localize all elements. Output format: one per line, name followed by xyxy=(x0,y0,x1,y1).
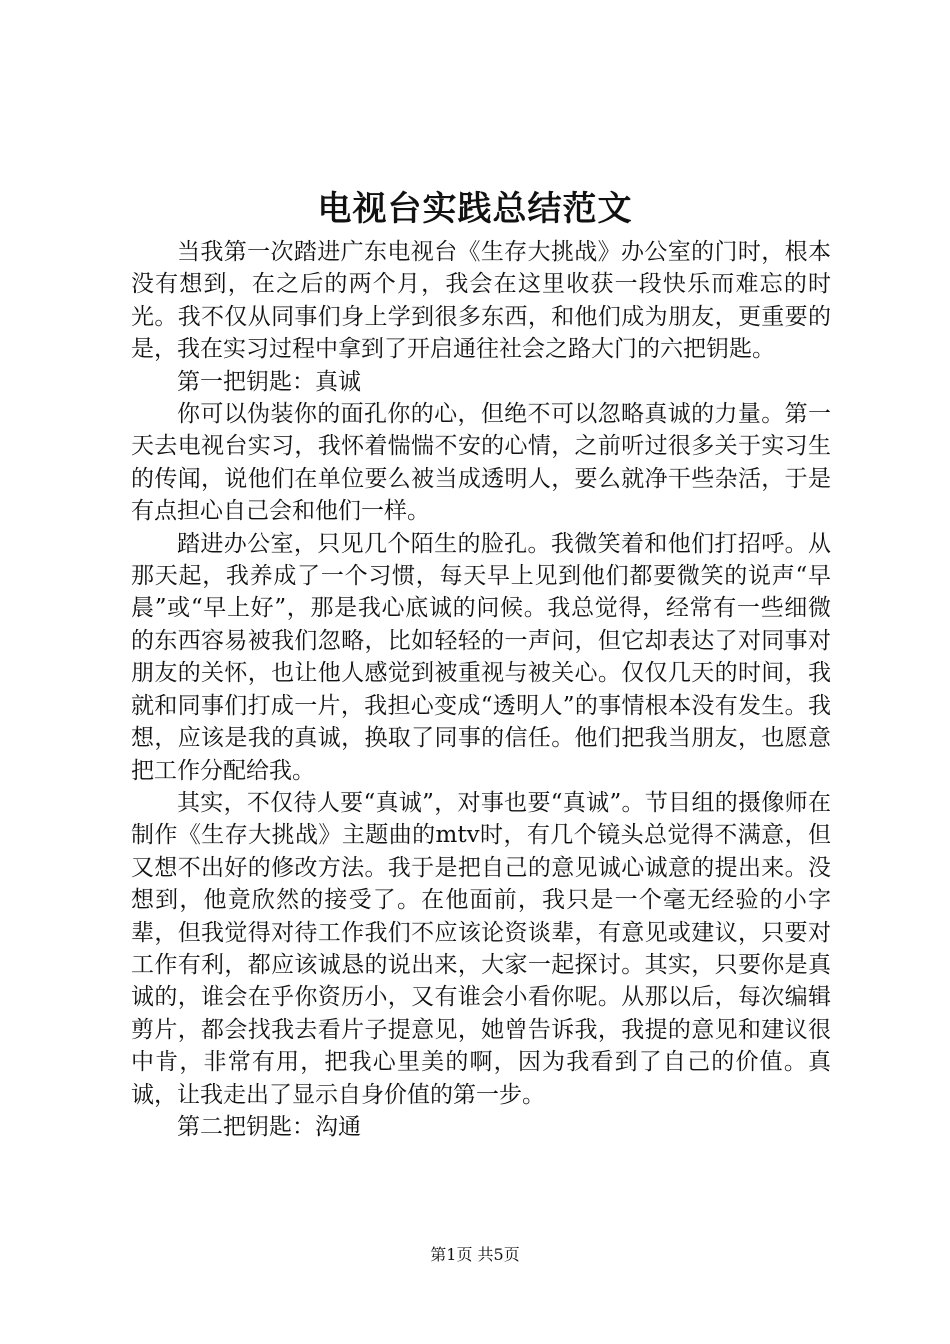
document-title: 电视台实践总结范文 xyxy=(317,189,633,229)
page-footer: 第1页 共5页 xyxy=(430,1245,520,1264)
section-heading-communication: 第二把钥匙：沟通 xyxy=(177,1113,361,1140)
document-body xyxy=(131,236,831,1143)
section-heading-sincerity: 第一把钥匙：真诚 xyxy=(177,368,361,395)
paragraph: 你可以伪装你的面孔你的心，但绝不可以忽略真诚的力量。第一天去电视台实习，我怀着惴惴不安的心情，之前听过很多关于实习生的传闻，说他们在单位要么被当成透明人，要么就净干些杂活，于是有点担心自己会和他们一样。 xyxy=(131,401,831,525)
paragraph: 踏进办公室，只见几个陌生的脸孔。我微笑着和他们打招呼。从那天起，我养成了一个习惯，每天早上见到他们都要微笑的说声“早晨”或“早上好”，那是我心底诚的问候。我总觉得，经常有一些细微的东西容易被我们忽略，比如轻轻的一声问，但它却表达了对同事对朋友的关怀，也让他人感觉到被重视与被关心。仅仅几天的时间，我就和同事们打成一片，我担心变成“透明人”的事情根本没有发生。我想，应该是我的真诚，换取了同事的信任。他们把我当朋友，也愿意把工作分配给我。 xyxy=(131,530,831,784)
paragraph: 其实，不仅待人要“真诚”，对事也要“真诚”。节目组的摄像师在制作《生存大挑战》主题曲的mtv时，有几个镜头总觉得不满意，但又想不出好的修改方法。我于是把自己的意见诚心诚意的提出来。没想到，他竟欣然的接受了。在他面前，我只是一个毫无经验的小字辈，但我觉得对待工作我们不应该论资谈辈，有意见或建议，只要对工作有利，都应该诚恳的说出来，大家一起探讨。其实，只要你是真诚的，谁会在乎你资历小，又有谁会小看你呢。从那以后，每次编辑剪片，都会找我去看片子提意见，她曾告诉我，我提的意见和建议很中肯，非常有用，把我心里美的啊，因为我看到了自己的价值。真诚，让我走出了显示自身价值的第一步。 xyxy=(131,789,831,1108)
paragraph-intro: 当我第一次踏进广东电视台《生存大挑战》办公室的门时，根本没有想到，在之后的两个月，我会在这里收获一段快乐而难忘的时光。我不仅从同事们身上学到很多东西，和他们成为朋友，更重要的是，我在实习过程中拿到了开启通往社会之路大门的六把钥匙。 xyxy=(131,239,831,363)
